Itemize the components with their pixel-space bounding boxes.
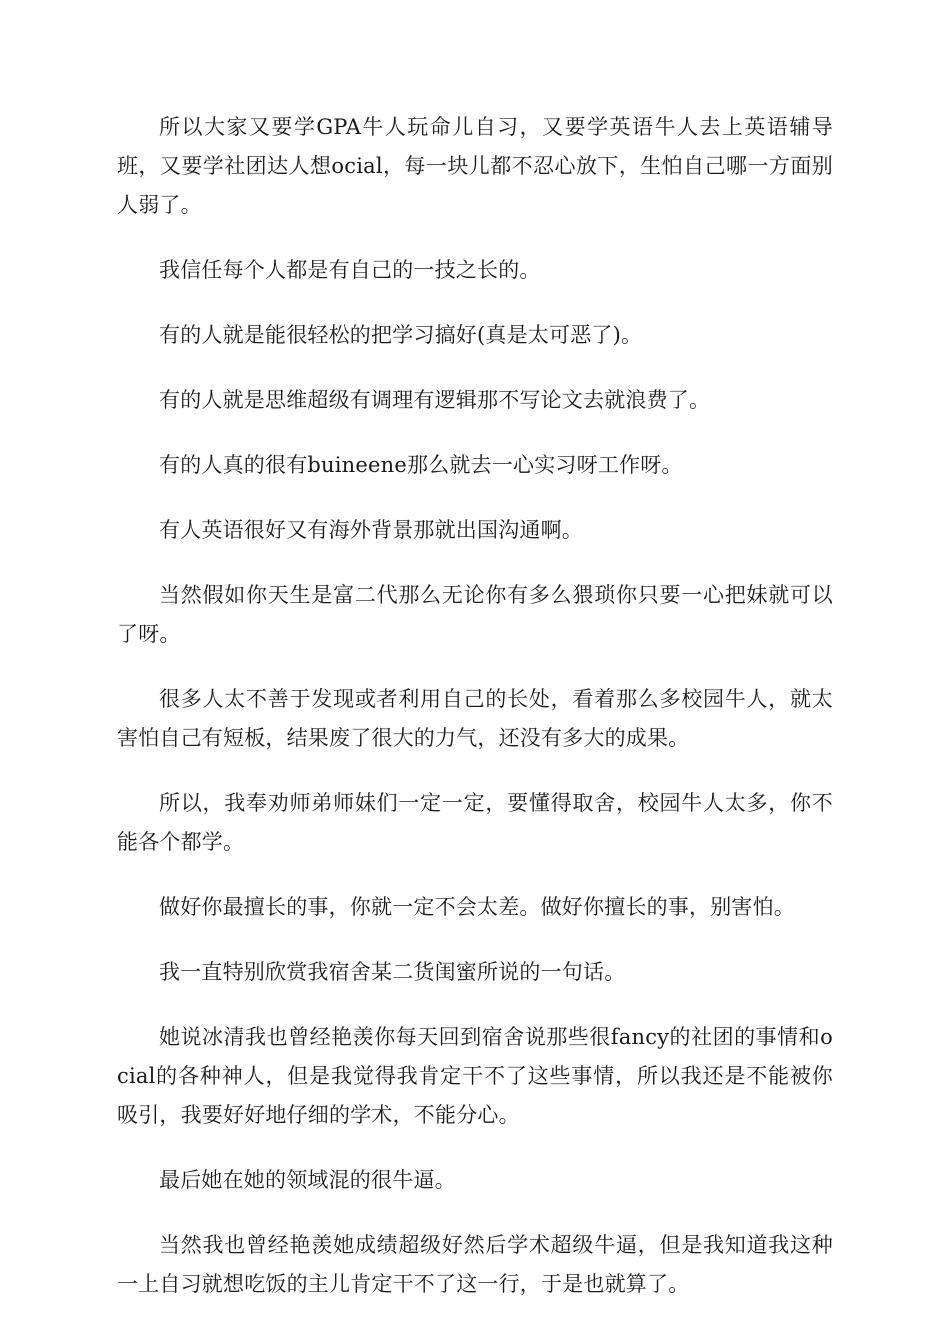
paragraph: 最后她在她的领域混的很牛逼。 bbox=[159, 1168, 456, 1192]
paragraph: 当然假如你天生是富二代那么无论你有多么猥琐你只要一心把妹就可以了呀。 bbox=[117, 583, 833, 646]
paragraph: 有的人就是思维超级有调理有逻辑那不写论文去就浪费了。 bbox=[159, 388, 711, 412]
paragraph: 有人英语很好又有海外背景那就出国沟通啊。 bbox=[159, 518, 583, 542]
paragraph: 所以，我奉劝师弟师妹们一定一定，要懂得取舍，校园牛人太多，你不能各个都学。 bbox=[117, 791, 833, 854]
document-body bbox=[117, 108, 833, 1330]
paragraph: 有的人真的很有buineene那么就去一心实习呀工作呀。 bbox=[159, 453, 683, 477]
paragraph: 很多人太不善于发现或者利用自己的长处，看着那么多校园牛人，就太害怕自己有短板，结果废了很大的力气，还没有多大的成果。 bbox=[117, 687, 833, 750]
paragraph: 她说冰清我也曾经艳羡你每天回到宿舍说那些很fancy的社团的事情和ocial的各种神人，但是我觉得我肯定干不了这些事情，所以我还是不能被你吸引，我要好好地仔细的学术，不能分心。 bbox=[117, 1025, 833, 1127]
paragraph: 当然我也曾经艳羡她成绩超级好然后学术超级牛逼，但是我知道我这种一上自习就想吃饭的主儿肯定干不了这一行，于是也就算了。 bbox=[117, 1233, 833, 1296]
paragraph: 做好你最擅长的事，你就一定不会太差。做好你擅长的事，别害怕。 bbox=[159, 895, 795, 919]
paragraph: 所以大家又要学GPA牛人玩命儿自习，又要学英语牛人去上英语辅导班，又要学社团达人想ocial，每一块儿都不忍心放下，生怕自己哪一方面别人弱了。 bbox=[117, 115, 833, 217]
paragraph: 有的人就是能很轻松的把学习搞好(真是太可恶了)。 bbox=[159, 323, 643, 347]
paragraph: 我信任每个人都是有自己的一技之长的。 bbox=[159, 258, 541, 282]
paragraph: 我一直特别欣赏我宿舍某二货闺蜜所说的一句话。 bbox=[159, 960, 626, 984]
